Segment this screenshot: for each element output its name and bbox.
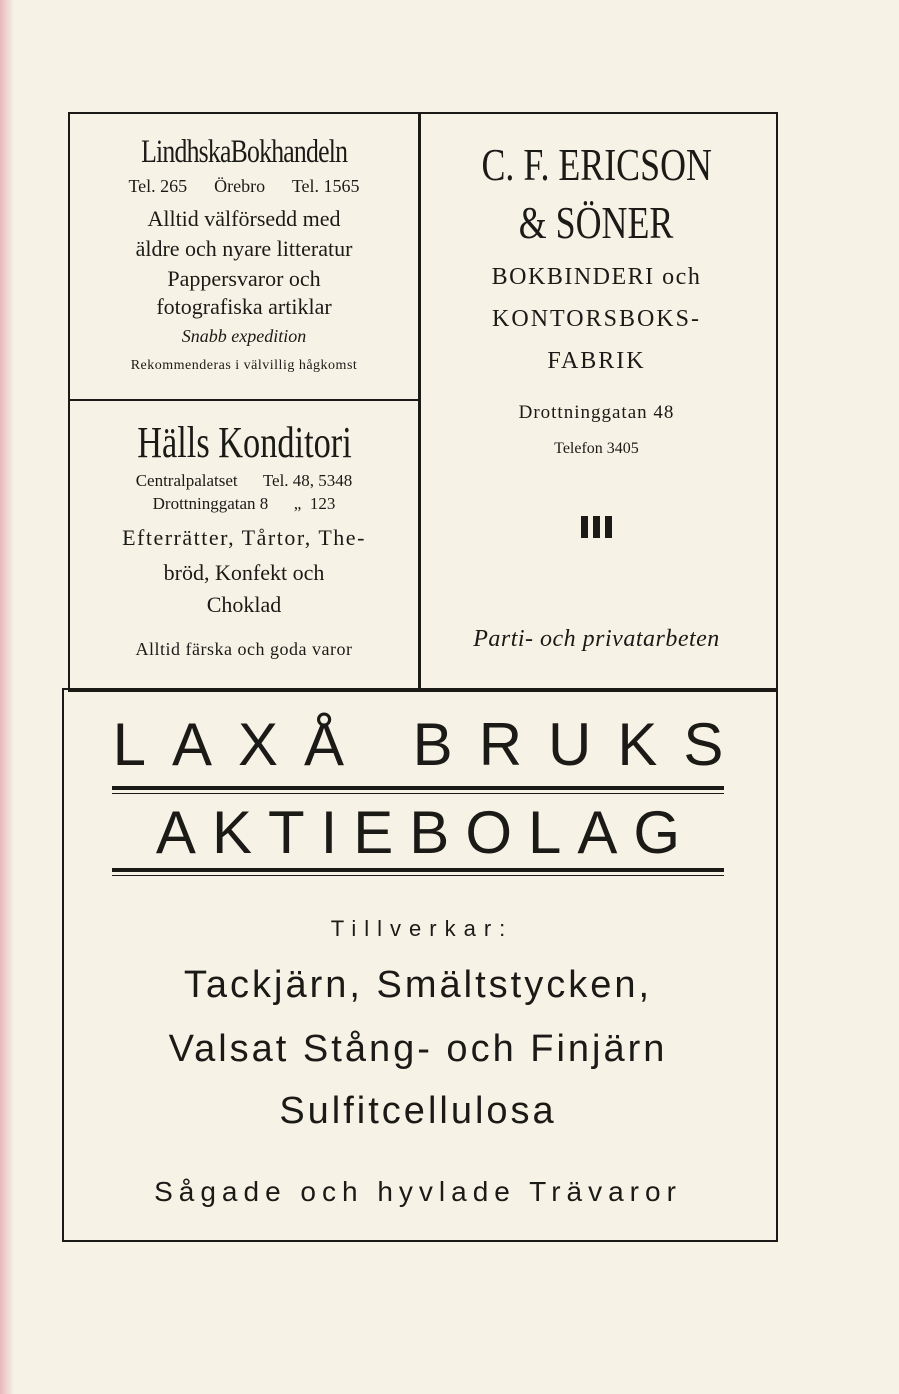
- page-edge: [0, 0, 14, 1394]
- company-name: [421, 138, 772, 191]
- trade-line: BOKBINDERI och: [491, 264, 702, 290]
- text-line: fotografiska artiklar: [156, 294, 332, 319]
- title-rule-thin: [112, 793, 724, 794]
- title-line-1: LAXÅ BRUKS: [112, 711, 750, 778]
- title-line-2: AKTIEBOLAG: [155, 799, 697, 866]
- shop-name-text: LindhskaBokhandeln: [140, 134, 348, 170]
- text-line: Efterrätter, Tårtor, The-: [122, 525, 366, 550]
- product-line: Sulfitcellulosa: [279, 1090, 557, 1132]
- intro: Tillverkar:: [330, 916, 514, 941]
- phone: Telefon 3405: [554, 440, 639, 457]
- address: Drottninggatan 48: [518, 402, 675, 423]
- trade-line: FABRIK: [547, 348, 646, 374]
- text-line: äldre och nyare litteratur: [135, 236, 353, 261]
- ornament-svg: [577, 512, 617, 542]
- footer-text: Sågade och hyvlade Trävaror: [154, 1176, 682, 1207]
- text-line: Pappersvaror och: [167, 266, 321, 291]
- company-name-2-text: & SÖNER: [519, 197, 674, 248]
- address-line: Centralpalatset Tel. 48, 5348: [135, 471, 353, 490]
- company-name-text: C. F. ERICSON: [481, 139, 712, 190]
- shop-name: [70, 417, 418, 468]
- footer-text: Alltid färska och goda varor: [135, 639, 353, 659]
- trade-line: KONTORSBOKS-: [492, 306, 701, 332]
- product-line: Valsat Stång- och Finjärn: [168, 1028, 668, 1070]
- title-rule-thin: [112, 875, 724, 876]
- company-name-2: [421, 196, 772, 249]
- ad-lindhska-bokhandeln: [70, 114, 418, 399]
- ad-cf-ericson: [421, 114, 772, 686]
- ad-halls-konditori: [70, 401, 418, 686]
- text-line: Choklad: [206, 592, 282, 617]
- text-line: Alltid välförsedd med: [147, 206, 341, 231]
- tel-line: Tel. 265 Örebro Tel. 1565: [128, 176, 360, 196]
- shop-name: [70, 134, 418, 171]
- title-rule: [112, 868, 724, 872]
- address-line: Drottninggatan 8 „ 123: [152, 494, 336, 513]
- tagline: Snabb expedition: [181, 326, 307, 346]
- text-line: bröd, Konfekt och: [163, 560, 325, 585]
- ad-laxa-bruks: [62, 690, 774, 1240]
- footer-text: Rekommenderas i välvillig hågkomst: [130, 358, 358, 373]
- product-line: Tackjärn, Smältstycken,: [183, 964, 653, 1006]
- ornament-bars-icon: [421, 512, 772, 542]
- shop-name-text: Hälls Konditori: [136, 418, 352, 467]
- title-rule: [112, 786, 724, 790]
- footer-text: Parti- och privatarbeten: [473, 626, 720, 652]
